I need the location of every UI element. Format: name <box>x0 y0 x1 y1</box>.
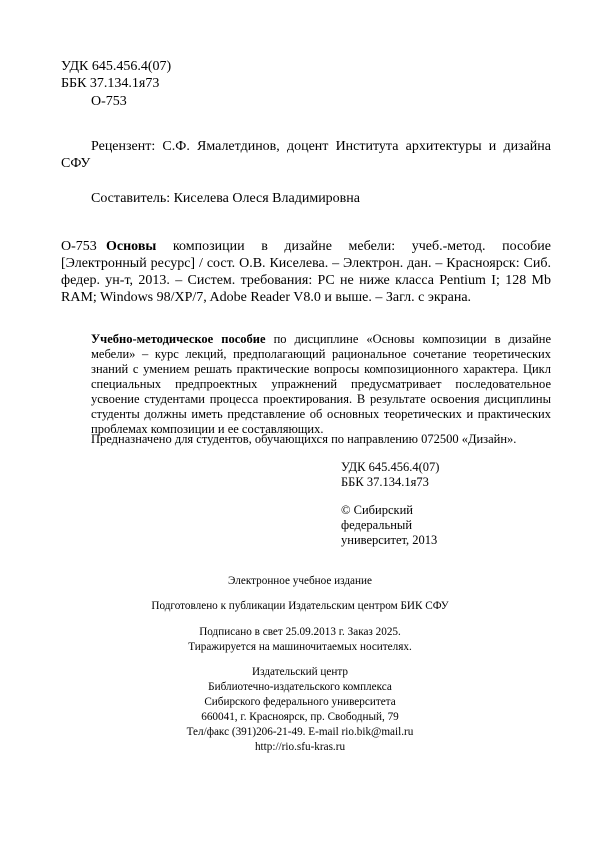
annotation-text: по дисциплине «Основы композиции в дизайне мебели» – курс лекций, предполагающий рациональное сочетание теоретических знаний с умением решать практические вопросы композиционного характера. Цикл специальных предпроектных упражнений предусматривает последовательное усвоение студентами процесса проектирования. В результате освоения дисциплины студенты должны иметь представление об основных теоретических и практических проблемах композиции и ее составляющих. <box>91 332 551 436</box>
compiler-line: Составитель: Киселева Олеся Владимировна <box>91 191 361 206</box>
annotation-lead: Учебно-методическое пособие <box>91 332 266 346</box>
udk-repeat: УДК 645.456.4(07) <box>341 460 440 474</box>
udk-code: УДК 645.456.4(07) <box>61 59 172 74</box>
annotation-paragraph <box>91 332 551 437</box>
edition-type: Электронное учебное издание <box>228 575 372 587</box>
author-mark: О-753 <box>91 94 127 109</box>
audience-line: Предназначено для студентов, обучающихся по направлению 072500 «Дизайн». <box>91 432 517 446</box>
reviewer-line: Рецензент: С.Ф. Ямалетдинов, доцент Института архитектуры и дизайна СФУ <box>61 139 551 171</box>
publisher-url: http://rio.sfu-kras.ru <box>254 741 346 753</box>
copyright-line-3: университет, 2013 <box>341 533 438 547</box>
publisher-contacts: Тел/факс (391)206-21-49. E-mail rio.bik@mail.ru <box>186 726 414 738</box>
copies-line: Тиражируется на машиночитаемых носителях. <box>188 641 412 653</box>
copyright-line-1: © Сибирский <box>341 503 413 517</box>
prepared-by: Подготовлено к публикации Издательским центром БИК СФУ <box>151 600 449 612</box>
publisher-line-2: Библиотечно-издательского комплекса <box>208 681 392 693</box>
publisher-address: 660041, г. Красноярск, пр. Свободный, 79 <box>201 711 399 723</box>
copyright-line-2: федеральный <box>341 518 413 532</box>
bib-record <box>61 238 551 306</box>
bib-code: О-753 <box>61 239 97 254</box>
bbk-code: ББК 37.134.1я73 <box>61 76 160 91</box>
publisher-line-1: Издательский центр <box>252 666 348 678</box>
bib-title: Основы <box>106 239 157 254</box>
bib-description: композиции в дизайне мебели: учеб.-метод. пособие [Электронный ресурс] / сост. О.В. Киселева. – Электрон. дан. – Красноярск: Сиб. федер. ун-т, 2013. – Систем. требования: PC не ниже класса Pentium I; 128 Mb RAM; Windows 98/XP/7, Adobe Reader V8.0 и выше. – Загл. с экрана. <box>61 239 552 305</box>
publisher-line-3: Сибирского федерального университета <box>204 696 396 708</box>
signed-line: Подписано в свет 25.09.2013 г. Заказ 2025. <box>199 626 401 638</box>
bbk-repeat: ББК 37.134.1я73 <box>341 475 429 489</box>
